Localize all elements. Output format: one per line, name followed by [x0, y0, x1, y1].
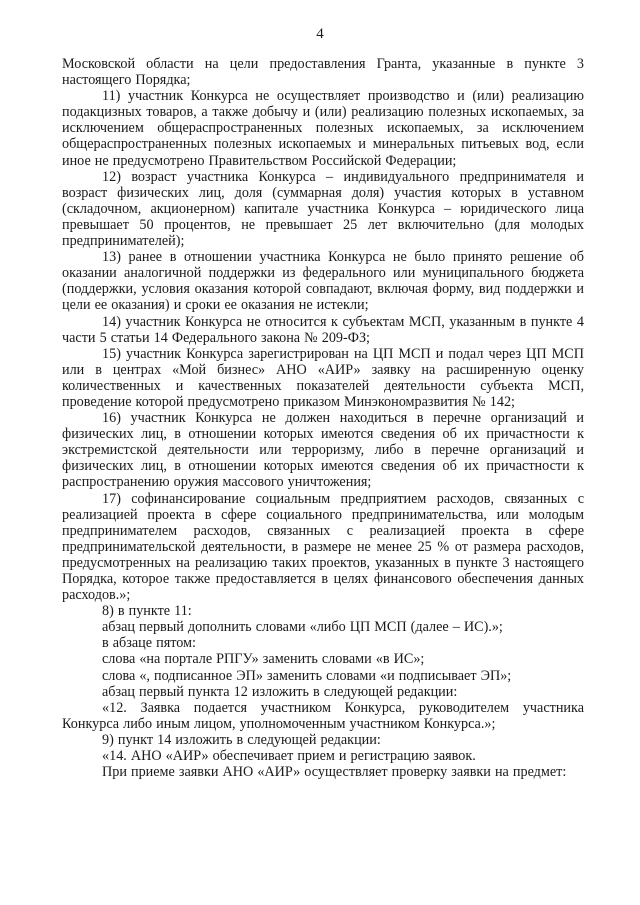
paragraph-amendment-8-line-1: абзац первый дополнить словами «либо ЦП МСП (далее – ИС).»;	[102, 619, 503, 636]
paragraph-item-12: 12) возраст участника Конкурса – индивидуального предпринимателя и возраст физических лиц, доля (суммарная доля) участия которых в уставном (складочном, акционерном) капитале участника Конкурса – юридического лица превышает 50 процентов, не превышает 25 лет включительно (для молодых предпринимателей);	[62, 168, 584, 250]
paragraph-item-17: 17) софинансирование социальным предприятием расходов, связанных с реализацией проекта в сфере социального предпринимательства, или молодым предпринимателем расходов, связанных с реализацией проекта в сфере предпринимательской деятельности, в размере не менее 25 % от размера расходов, предусмотренных на реализацию таких проектов, указанных в пункте 3 настоящего Порядка, которое также предоставляется в целях финансового обеспечения данных расходов.»;	[62, 490, 584, 604]
paragraph-continuation: Московской области на цели предоставления Гранта, указанные в пункте 3 настоящего Порядка;	[62, 56, 584, 89]
document-body	[62, 56, 584, 780]
paragraph-item-12-new-text: «12. Заявка подается участником Конкурса, руководителем участника Конкурса либо иным лицом, уполномоченным участником Конкурса.»;	[62, 699, 584, 732]
page-number: 4	[316, 26, 324, 42]
paragraph-item-16: 16) участник Конкурса не должен находиться в перечне организаций и физических лиц, в отношении которых имеются сведения об их причастности к экстремистской деятельности или терроризму, либо в перечне организаций и физических лиц, в отношении которых имеются сведения об их причастности к распространению оружия массового уничтожения;	[62, 410, 584, 491]
paragraph-amendment-8: 8) в пункте 11:	[102, 603, 192, 620]
paragraph-item-15: 15) участник Конкурса зарегистрирован на ЦП МСП и подал через ЦП МСП или в центрах «Мой бизнес» АНО «АИР» заявку на расширенную оценку количественных и качественных показателей деятельности субъекта МСП, проведение которой предусмотрено приказом Минэкономразвития № 142;	[62, 345, 584, 410]
paragraph-amendment-9: 9) пункт 14 изложить в следующей редакции:	[102, 731, 381, 748]
paragraph-item-14-new-text: «14. АНО «АИР» обеспечивает прием и регистрацию заявок.	[102, 748, 476, 765]
paragraph-amendment-8-line-4: слова «, подписанное ЭП» заменить словами «и подписывает ЭП»;	[102, 667, 512, 684]
paragraph-item-14: 14) участник Конкурса не относится к субъектам МСП, указанным в пункте 4 части 5 статьи 14 Федерального закона № 209-ФЗ;	[62, 313, 584, 346]
paragraph-item-11: 11) участник Конкурса не осуществляет производство и (или) реализацию подакцизных товаров, а также добычу и (или) реализацию полезных ископаемых, за исключением общераспространенных полезных ископаемых, за исключением общераспространенных полезных ископаемых и минеральных питьевых вод, если иное не предусмотрено Правительством Российской Федерации;	[62, 88, 584, 169]
paragraph-amendment-8-line-3: слова «на портале РПГУ» заменить словами «в ИС»;	[102, 651, 425, 668]
paragraph-item-13: 13) ранее в отношении участника Конкурса не было принято решение об оказании аналогичной поддержки из федерального или муниципального бюджета (поддержки, условия оказания которой совпадают, включая форму, вид поддержки и цели ее оказания) и сроки ее оказания не истекли;	[62, 249, 584, 314]
paragraph-application-check: При приеме заявки АНО «АИР» осуществляет проверку заявки на предмет:	[102, 764, 567, 781]
paragraph-amendment-8-line-2: в абзаце пятом:	[102, 635, 196, 652]
paragraph-amendment-8-line-5: абзац первый пункта 12 изложить в следующей редакции:	[102, 683, 458, 700]
